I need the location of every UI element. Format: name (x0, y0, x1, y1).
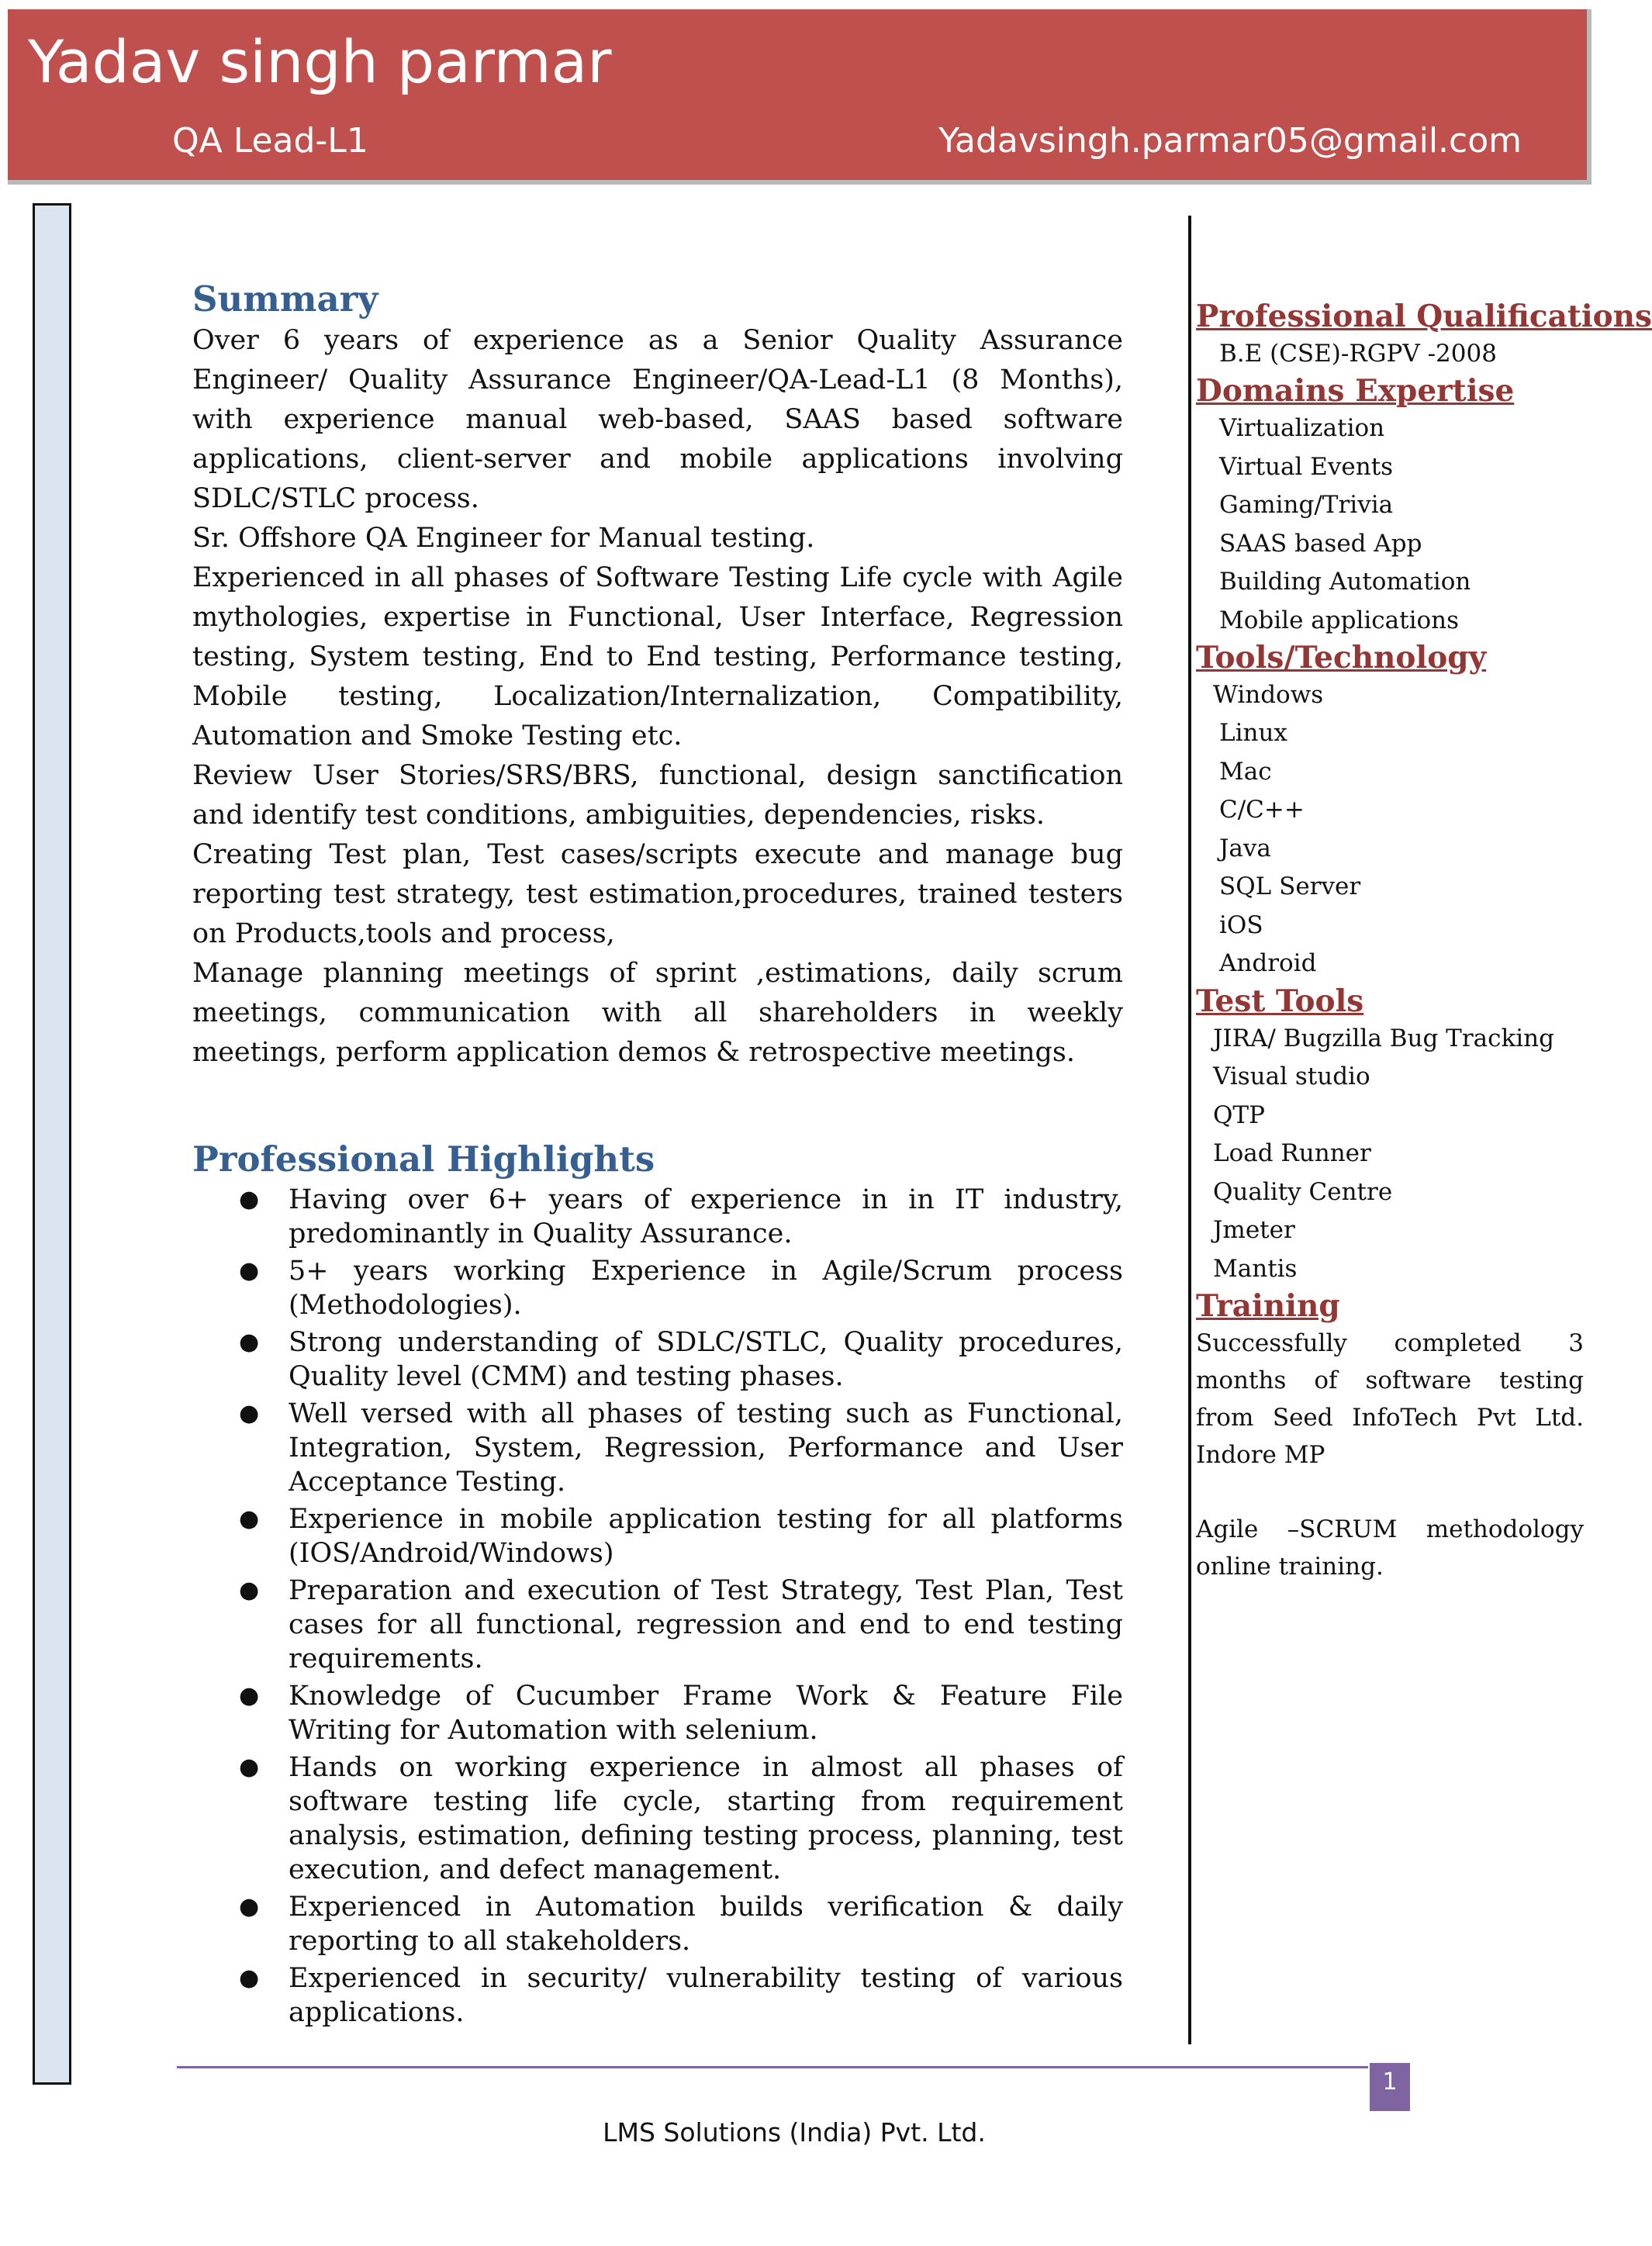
highlights-list (192, 1183, 1123, 2030)
qualifications-heading: Professional Qualifications (1196, 299, 1652, 334)
training-paragraph: Agile –SCRUM methodology online training. (1196, 1515, 1584, 1581)
domain-item: Gaming/Trivia (1219, 491, 1394, 520)
test-tool-item: QTP (1213, 1101, 1265, 1129)
highlight-item: ● Having over 6+ years of experience in in IT industry, predominantly in Quality Assurance. (239, 1183, 1123, 1249)
highlight-item: ● Experienced in Automation builds verification & daily reporting to all stakeholders. (239, 1891, 1123, 1957)
summary-heading: Summary (192, 278, 378, 320)
footer-company: LMS Solutions (India) Pvt. Ltd. (603, 2117, 986, 2148)
bullet-icon: ● (239, 1576, 260, 1604)
training-heading: Training (1196, 1288, 1340, 1325)
bullet-icon: ● (239, 1505, 260, 1532)
bullet-icon: ● (239, 1681, 260, 1709)
tool-item: Mac (1219, 757, 1272, 786)
highlight-item: ● Experience in mobile application testing for all platforms (IOS/Android/Windows) (239, 1503, 1123, 1569)
summary-paragraph: Experienced in all phases of Software Testing Life cycle with Agile mythologies, expertise in Functional, User Interface, Regression testing, System testing, End to End testing, Performance testing, Mobile testing, Localization/Internalization, Compatibility, Automation and Smoke Testing etc. (192, 562, 1123, 752)
bullet-icon: ● (239, 1256, 260, 1284)
domains-heading: Domains Expertise (1196, 373, 1515, 409)
training-paragraph: Successfully completed 3 months of software testing from Seed InfoTech Pvt Ltd. Indore MP (1196, 1329, 1584, 1469)
highlights-heading: Professional Highlights (192, 1138, 655, 1180)
highlight-item: ● Knowledge of Cucumber Frame Work & Feature File Writing for Automation with selenium. (239, 1680, 1123, 1746)
highlight-item: ● Experienced in security/ vulnerability testing of various applications. (239, 1962, 1123, 2028)
tool-item: Android (1219, 949, 1317, 978)
summary-paragraph: Creating Test plan, Test cases/scripts execute and manage bug reporting test strategy, test estimation,procedures, trained testers on Products,tools and process, (192, 838, 1123, 949)
test-tool-item: Quality Centre (1213, 1177, 1393, 1206)
summary-paragraph: Over 6 years of experience as a Senior Quality Assurance Engineer/ Quality Assurance Engineer/QA-Lead-L1 (8 Months), with experience manual web-based, SAAS based software applications, client-server and mobile applications involving SDLC/STLC process. (192, 324, 1123, 514)
footer-rule (177, 2066, 1368, 2068)
page-number-badge: 1 (1370, 2063, 1410, 2111)
decorative-sidebar-bar (33, 203, 71, 2085)
domain-item: Virtualization (1219, 414, 1385, 443)
bullet-icon: ● (239, 1328, 260, 1356)
main-column (192, 279, 1123, 2033)
tool-item: Windows (1213, 680, 1324, 709)
domain-item: Mobile applications (1219, 606, 1460, 634)
column-divider (1188, 216, 1191, 2044)
test-tool-item: Jmeter (1213, 1216, 1295, 1245)
summary-paragraph: Review User Stories/SRS/BRS, functional, design sanctification and identify test conditions, ambiguities, dependencies, risks. (192, 759, 1123, 831)
candidate-email: Yadavsingh.parmar05@gmail.com (938, 121, 1522, 161)
highlight-item: ● Preparation and execution of Test Strategy, Test Plan, Test cases for all functional, regression and end to end testing requirements. (239, 1574, 1123, 1674)
bullet-icon: ● (239, 1964, 260, 1992)
highlight-item: ● Hands on working experience in almost all phases of software testing life cycle, starting from requirement analysis, estimation, defining testing process, planning, test execution, and defect management. (239, 1751, 1123, 1885)
tool-item: SQL Server (1219, 872, 1361, 901)
domain-item: SAAS based App (1219, 529, 1422, 558)
highlight-item: ● 5+ years working Experience in Agile/Scrum process (Methodologies). (239, 1255, 1123, 1321)
test-tool-item: JIRA/ Bugzilla Bug Tracking (1213, 1024, 1554, 1052)
tool-item: Java (1219, 834, 1271, 862)
highlight-item: ● Well versed with all phases of testing such as Functional, Integration, System, Regression, Performance and User Acceptance Testing. (239, 1398, 1123, 1498)
highlight-item: ● Strong understanding of SDLC/STLC, Quality procedures, Quality level (CMM) and testing phases. (239, 1326, 1123, 1392)
tool-item: C/C++ (1219, 796, 1305, 824)
bullet-icon: ● (239, 1892, 260, 1920)
test-tool-item: Mantis (1213, 1254, 1298, 1283)
test-tool-item: Visual studio (1213, 1063, 1370, 1091)
tool-item: iOS (1219, 910, 1263, 939)
candidate-name: Yadav singh parmar (28, 27, 612, 96)
qualification-item: B.E (CSE)-RGPV -2008 (1219, 339, 1497, 368)
domain-item: Virtual Events (1219, 452, 1394, 481)
summary-paragraph: Sr. Offshore QA Engineer for Manual testing. (192, 522, 815, 554)
test-tools-heading: Test Tools (1196, 983, 1364, 1019)
bullet-icon: ● (239, 1753, 260, 1781)
domain-item: Building Automation (1219, 568, 1471, 596)
candidate-role: QA Lead-L1 (172, 121, 368, 161)
bullet-icon: ● (239, 1399, 260, 1427)
tool-item: Linux (1219, 719, 1287, 748)
right-column (1196, 299, 1652, 1585)
summary-paragraph: Manage planning meetings of sprint ,estimations, daily scrum meetings, communication with all shareholders in weekly meetings, perform application demos & retrospective meetings. (192, 957, 1123, 1068)
test-tool-item: Load Runner (1213, 1139, 1371, 1168)
header-banner (8, 9, 1587, 180)
bullet-icon: ● (239, 1185, 260, 1213)
tools-heading: Tools/Technology (1196, 640, 1487, 676)
